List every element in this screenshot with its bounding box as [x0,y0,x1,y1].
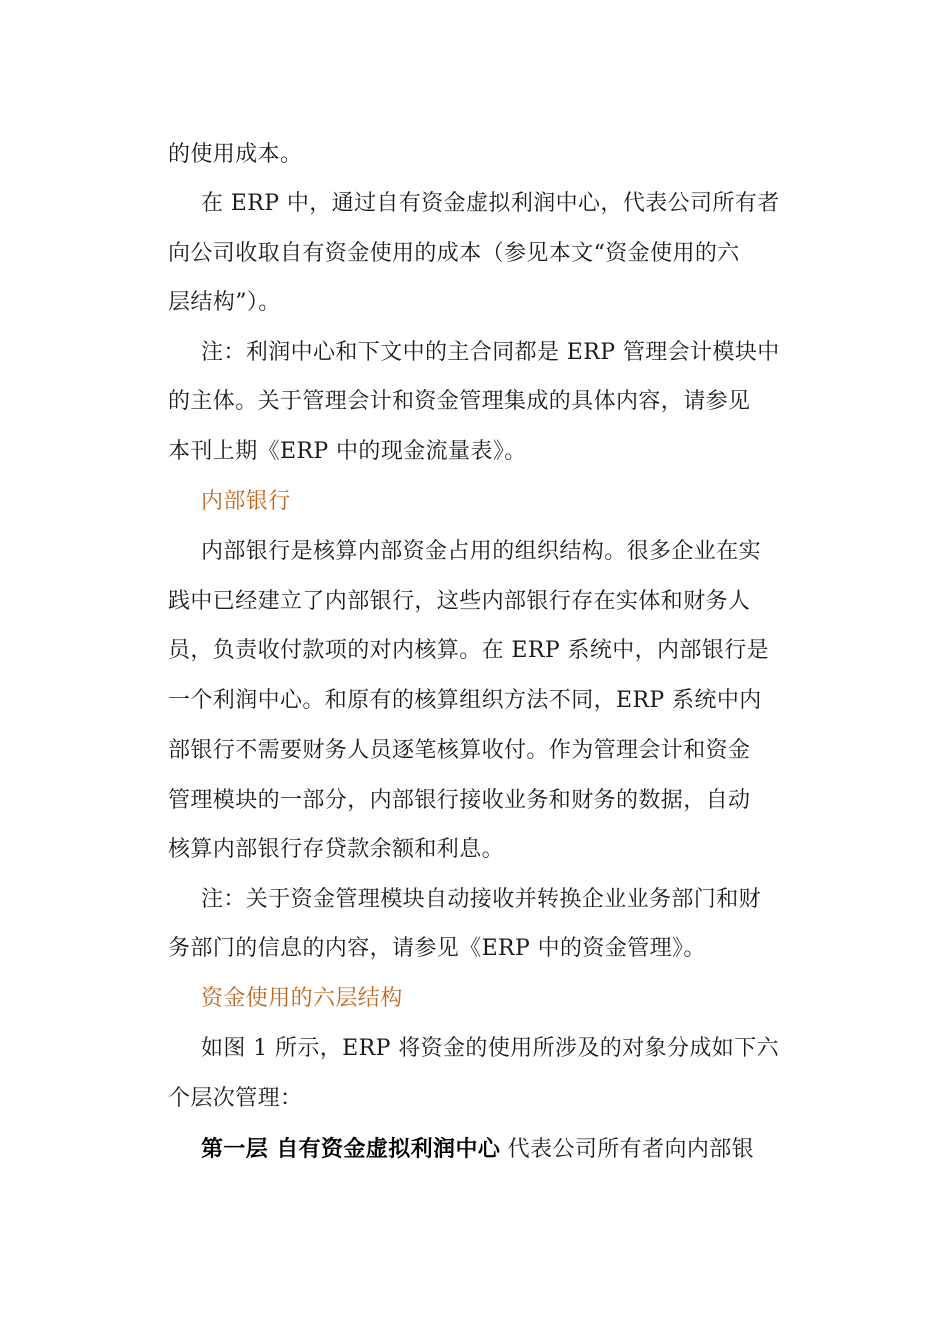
note-line: 注：利润中心和下文中的主合同都是 ERP 管理会计模块中 [201,340,780,365]
layer-one-text: 代表公司所有者向内部银 [500,1137,755,1162]
note-line: 务部门的信息的内容，请参见《ERP 中的资金管理》。 [168,936,706,961]
note-line: 注：关于资金管理模块自动接收并转换企业业务部门和财 [201,887,762,912]
paragraph-line: 如图 1 所示，ERP 将资金的使用所涉及的对象分成如下六 [201,1036,780,1061]
paragraph-line: 核算内部银行存贷款余额和利息。 [168,837,505,862]
paragraph-line: 个层次管理： [168,1086,303,1111]
paragraph-line: 的使用成本。 [168,142,303,167]
paragraph-line: 内部银行是核算内部资金占用的组织结构。很多企业在实 [201,539,762,564]
section-heading-internal-bank: 内部银行 [201,489,291,514]
layer-one-title: 第一层 自有资金虚拟利润中心 [201,1136,501,1162]
paragraph-line: 践中已经建立了内部银行，这些内部银行存在实体和财务人 [168,589,751,614]
paragraph-line: 管理模块的一部分，内部银行接收业务和财务的数据，自动 [168,788,751,813]
section-heading-six-layer-structure: 资金使用的六层结构 [201,986,403,1011]
note-line: 的主体。关于管理会计和资金管理集成的具体内容，请参见 [168,389,751,414]
paragraph-line: 一个利润中心。和原有的核算组织方法不同，ERP 系统中内 [168,688,762,713]
paragraph-line: 层结构”）。 [168,290,281,315]
layer-one-line [201,1134,841,1165]
paragraph-line: 向公司收取自有资金使用的成本（参见本文“资金使用的六 [168,241,740,266]
paragraph-line: 部银行不需要财务人员逐笔核算收付。作为管理会计和资金 [168,738,751,763]
paragraph-line: 员，负责收付款项的对内核算。在 ERP 系统中，内部银行是 [168,638,770,663]
note-line: 本刊上期《ERP 中的现金流量表》。 [168,439,527,464]
paragraph-line: 在 ERP 中，通过自有资金虚拟利润中心，代表公司所有者 [201,191,780,216]
